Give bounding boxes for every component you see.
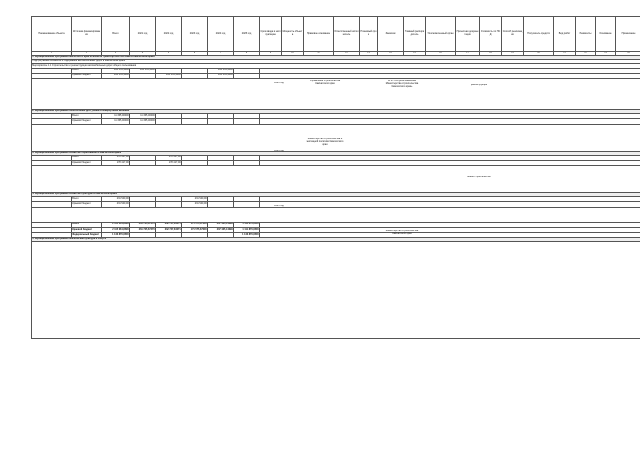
year-cell: 237 435,14699 — [208, 222, 234, 227]
header-cell: Заказчик — [378, 17, 404, 52]
header-cell: Источник финансирования — [72, 17, 102, 52]
column-number: 6 — [182, 52, 208, 56]
total-cell: 1 146 876,6500 — [102, 233, 130, 238]
table-header-row — [32, 17, 640, 52]
header-cell: Главный распорядитель — [404, 17, 426, 52]
year-cell: 237 435,14699 — [208, 227, 234, 232]
source-cell: Всего — [72, 197, 102, 202]
year-cell: 295 354,1000 — [156, 73, 182, 78]
section-title: 3. Муниципальная программа «Развитие образования в Камчатском крае» — [32, 151, 640, 155]
column-number: 13 — [360, 52, 378, 56]
year-cell: 178 417,00 — [156, 160, 182, 165]
year-cell: 295 354,1000 — [130, 68, 156, 73]
column-number: 17 — [456, 52, 480, 56]
header-cell: 2024 год — [208, 17, 234, 52]
subsection-title: Подпрограмма «Развитие и содержание автомобильных дорог в Камчатском крае» — [32, 60, 640, 64]
column-number: 3 — [102, 52, 130, 56]
total-cell: 178 417,00 — [102, 160, 130, 165]
column-number: 2 — [72, 52, 102, 56]
column-number: 20 — [524, 52, 554, 56]
customer-note: КГКУ «Служба заказчика Министерства строительства Камчатского края» — [385, 80, 419, 88]
header-cell: Всего — [102, 17, 130, 52]
header-cell: Стоимость по ПСД — [480, 17, 502, 52]
column-number: 23 — [596, 52, 616, 56]
customer-note: Министерство строительства Камчатского края — [385, 230, 419, 235]
header-cell: Мощность объекта — [282, 17, 304, 52]
register-table — [31, 16, 640, 339]
header-cell: Срок ввода в эксплуатацию — [260, 17, 282, 52]
source-cell: Краевой бюджет — [72, 202, 102, 207]
total-cell: 231 540,00 — [102, 202, 130, 207]
section-title: 2. Муниципальная программа «Обеспечение доступным и комфортным жильем» — [32, 109, 640, 113]
year-cell: 171 575,67000 — [182, 227, 208, 232]
total-cell: 178 417,00 — [102, 155, 130, 160]
deadline-note: 2023 год — [274, 82, 284, 84]
column-number: 19 — [502, 52, 524, 56]
section-title: 5. Муниципальная программа «Физическая культура и спорт» — [32, 238, 640, 242]
year-cell: 261 725,67470 — [130, 222, 156, 227]
header-cell: Вид работ — [554, 17, 576, 52]
year-cell: 261 725,67470 — [130, 227, 156, 232]
column-number: 16 — [426, 52, 456, 56]
column-number: 11 — [304, 52, 334, 56]
column-number: 21 — [554, 52, 576, 56]
year-cell: 11 365,00000 — [130, 119, 156, 124]
year-cell: 295 354,1000 — [208, 73, 234, 78]
header-cell: 2023 год — [182, 17, 208, 52]
source-cell: Всего — [72, 68, 102, 73]
source-cell: Всего — [72, 114, 102, 119]
deadline-note: 2025 год — [274, 205, 284, 207]
total-cell: 231 540,00 — [102, 197, 130, 202]
table-row — [32, 207, 640, 222]
header-cell: Реквизиты — [576, 17, 596, 52]
column-number: 7 — [208, 52, 234, 56]
total-cell: 295 354,1000 — [102, 68, 130, 73]
table-row — [32, 166, 640, 193]
section-title: 4. Муниципальная программа «Развитие культуры в Камчатском крае» — [32, 193, 640, 197]
header-cell: Проектная документация — [456, 17, 480, 52]
year-cell: 1 111 876,6500 — [234, 227, 260, 232]
year-cell: 1 146 876,6500 — [234, 233, 260, 238]
header-cell: Плановый срок — [360, 17, 378, 52]
responsible-note: Министерство строительства и жилищной политики Камчатского края — [306, 138, 344, 146]
total-cell: 2 115 364,8596 — [102, 222, 130, 227]
source-cell: Краевой бюджет — [72, 73, 102, 78]
year-cell: 1 111 876,6500 — [234, 222, 260, 227]
responsible-note: Управление строительства Камчатского края — [309, 80, 341, 85]
total-cell: 11 365,00000 — [102, 119, 130, 124]
year-cell: 231 540,00 — [182, 202, 208, 207]
column-number: 14 — [378, 52, 404, 56]
column-number: 15 — [404, 52, 426, 56]
source-cell: Всего — [72, 222, 102, 227]
source-cell: Краевой бюджет — [72, 160, 102, 165]
column-number: 24 — [616, 52, 640, 56]
source-cell: Федеральный бюджет — [72, 233, 102, 238]
header-cell: 2022 год — [156, 17, 182, 52]
header-cell: Получатель средств — [524, 17, 554, 52]
work-type-note: реконструкция — [470, 84, 488, 86]
header-cell: 2025 год — [234, 17, 260, 52]
work-type-note: новое строительство — [467, 176, 491, 178]
header-cell: Примечание — [616, 17, 640, 52]
year-cell: 178 417,00 — [156, 155, 182, 160]
column-number: 8 — [234, 52, 260, 56]
column-number: 4 — [130, 52, 156, 56]
column-number: 10 — [282, 52, 304, 56]
year-cell: 295 354,1000 — [208, 68, 234, 73]
header-cell: Ответственный исполнитель — [334, 17, 360, 52]
year-cell: 231 540,00 — [182, 197, 208, 202]
header-cell: Способ реализации — [502, 17, 524, 52]
total-cell: 2 115 364,8596 — [102, 227, 130, 232]
year-cell: 332 747,84071 — [156, 222, 182, 227]
column-number: 22 — [576, 52, 596, 56]
deadline-note: 2024 год — [274, 150, 284, 152]
column-number: 5 — [156, 52, 182, 56]
column-number: 9 — [260, 52, 282, 56]
header-cell: 2021 год — [130, 17, 156, 52]
year-cell: 11 365,00000 — [130, 114, 156, 119]
subsection-title: Мероприятие 1.1 Строительство и реконструкция автомобильных дорог общего пользования — [32, 64, 640, 68]
column-number: 12 — [334, 52, 360, 56]
total-cell: 11 365,00000 — [102, 114, 130, 119]
column-number: 18 — [480, 52, 502, 56]
total-cell: 295 354,1000 — [102, 73, 130, 78]
table-row — [32, 242, 640, 339]
section-title: 1. Муниципальная программа Камчатского края «Развитие транспортной системы в Камчатском крае» — [32, 56, 640, 60]
header-cell: Правовое основание — [304, 17, 334, 52]
year-cell: 171 575,67000 — [182, 222, 208, 227]
source-cell: Краевой бюджет — [72, 119, 102, 124]
header-cell: Основание — [596, 17, 616, 52]
source-cell: Краевой бюджет — [72, 227, 102, 232]
header-cell: Уполномоченный орган — [426, 17, 456, 52]
header-cell: Наименование объекта — [32, 17, 72, 52]
source-cell: Всего — [72, 155, 102, 160]
year-cell: 332 747,84071 — [156, 227, 182, 232]
column-number: 1 — [32, 52, 72, 56]
